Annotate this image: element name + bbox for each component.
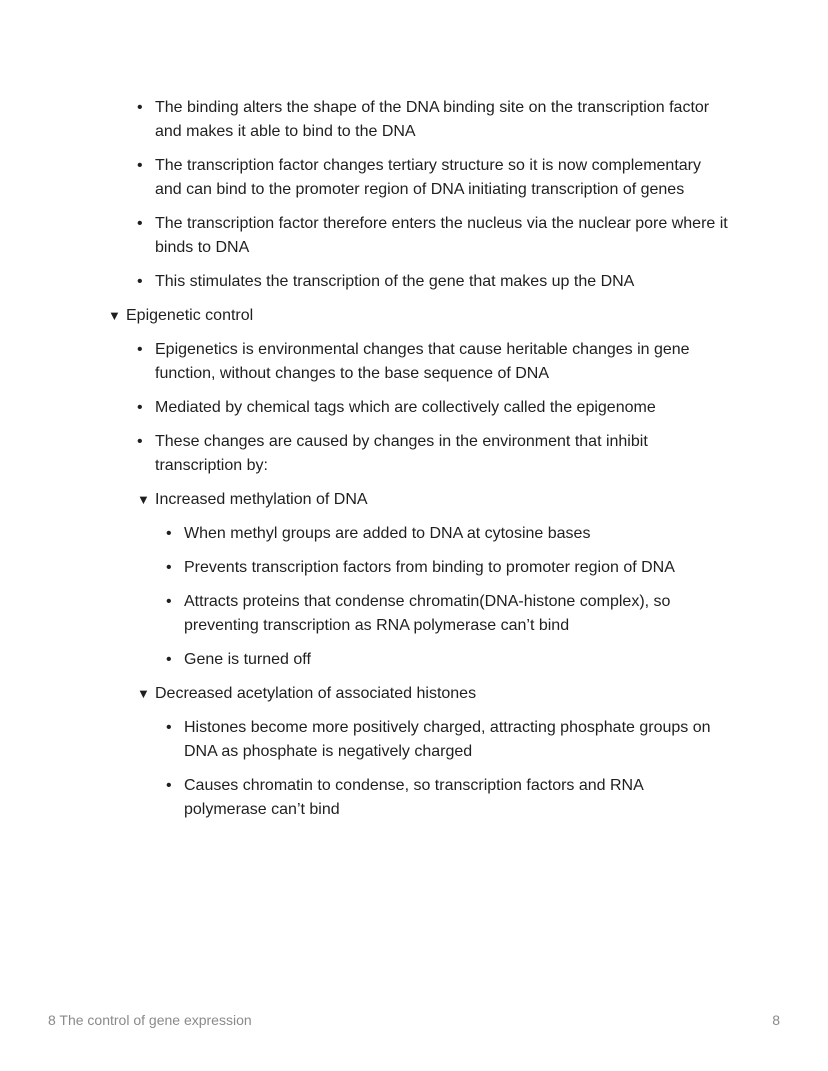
epigenetic-bullet-list	[0, 338, 828, 478]
footer-page-number: 8	[772, 1012, 780, 1028]
list-item: • The transcription factor changes tertiary structure so it is now complementary and can bind to the promoter region of DNA initiating transcription of genes	[155, 154, 730, 202]
list-item: • These changes are caused by changes in the environment that inhibit transcription by:	[155, 430, 730, 478]
list-item: • Histones become more positively charged, attracting phosphate groups on DNA as phosphate is negatively charged	[184, 716, 729, 764]
toggle-heading: Epigenetic control	[126, 307, 254, 324]
toggle-epigenetic-control[interactable]	[108, 304, 828, 328]
footer-title: 8 The control of gene expression	[48, 1012, 252, 1028]
list-item: • Gene is turned off	[184, 648, 729, 672]
list-item: • Epigenetics is environmental changes that cause heritable changes in gene function, without changes to the base sequence of DNA	[155, 338, 730, 386]
acetylation-bullet-list	[0, 716, 828, 822]
toggle-triangle-icon[interactable]: ▼	[137, 492, 150, 507]
list-item: • Attracts proteins that condense chromatin(DNA-histone complex), so preventing transcription as RNA polymerase can’t bind	[184, 590, 729, 638]
list-item: • The transcription factor therefore enters the nucleus via the nuclear pore where it binds to DNA	[155, 212, 730, 260]
list-item: • Prevents transcription factors from binding to promoter region of DNA	[184, 556, 729, 580]
methylation-bullet-list	[0, 522, 828, 672]
toggle-increased-methylation[interactable]	[137, 488, 828, 512]
list-item: • The binding alters the shape of the DNA binding site on the transcription factor and makes it able to bind to the DNA	[155, 96, 730, 144]
toggle-decreased-acetylation[interactable]	[137, 682, 828, 706]
list-item: • When methyl groups are added to DNA at cytosine bases	[184, 522, 729, 546]
toggle-heading: Increased methylation of DNA	[155, 491, 368, 508]
document-content	[0, 96, 828, 832]
list-item: • This stimulates the transcription of the gene that makes up the DNA	[155, 270, 730, 294]
transcription-factor-bullet-list	[0, 96, 828, 294]
list-item: • Mediated by chemical tags which are collectively called the epigenome	[155, 396, 730, 420]
list-item: • Causes chromatin to condense, so transcription factors and RNA polymerase can’t bind	[184, 774, 729, 822]
toggle-triangle-icon[interactable]: ▼	[108, 308, 121, 323]
toggle-heading: Decreased acetylation of associated histones	[155, 685, 477, 702]
toggle-triangle-icon[interactable]: ▼	[137, 686, 150, 701]
